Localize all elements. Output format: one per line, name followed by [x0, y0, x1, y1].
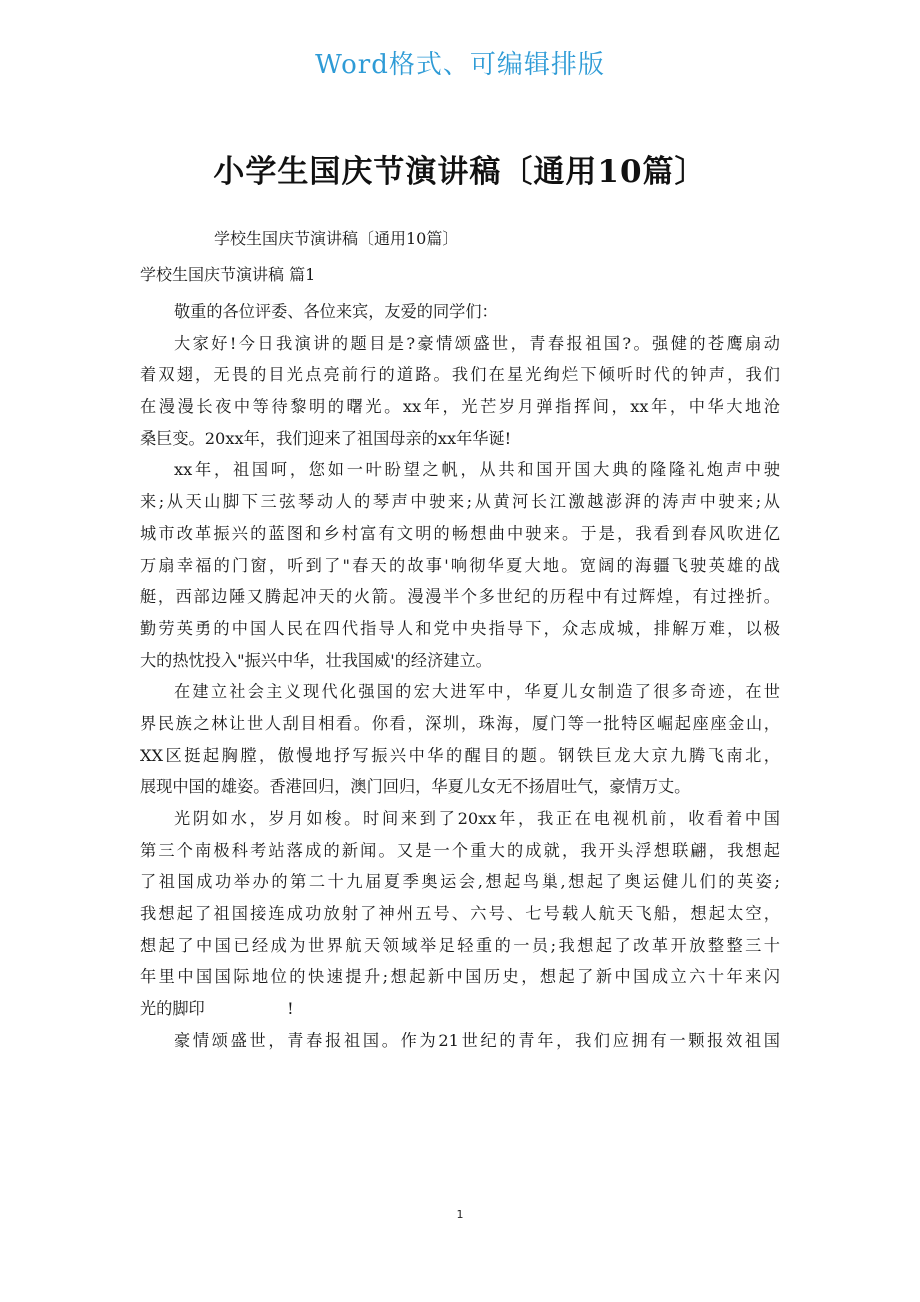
text-line: XX区挺起胸膛，傲慢地抒写振兴中华的醒目的题。钢铁巨龙大京九腾飞南北， [140, 745, 780, 765]
text-line: 豪情颂盛世，青春报祖国。作为21世纪的青年，我们应拥有一颗报效祖国 [174, 1030, 780, 1050]
text-line: 在建立社会主义现代化强国的宏大进军中，华夏儿女制造了很多奇迹，在世 [174, 682, 780, 702]
text-line: 界民族之林让世人刮目相看。你看，深圳，珠海，厦门等一批特区崛起座座金山， [140, 713, 780, 733]
text-line: 万扇幸福的门窗，听到了"春天的故事'响彻华夏大地。宽阔的海疆飞驶英雄的战 [140, 555, 780, 575]
text-line: 展现中国的雄姿。香港回归，澳门回归，华夏儿女无不扬眉吐气，豪情万丈。 [140, 777, 691, 797]
text-line: xx年，祖国呵，您如一叶盼望之帆，从共和国开国大典的隆隆礼炮声中驶 [174, 460, 780, 480]
page-number: 1 [456, 1208, 464, 1221]
word-format-banner: Word格式、可编辑排版 [315, 50, 605, 80]
text-line: 想起了中国已经成为世界航天领域举足轻重的一员;我想起了改革开放整整三十 [140, 935, 780, 955]
document-subtitle: 学校生国庆节演讲稿〔通用10篇〕 [214, 229, 459, 248]
document-title: 小学生国庆节演讲稿〔通用10篇〕 [213, 154, 707, 190]
text-line: 大的热忱投入"振兴中华，壮我国威'的经济建立。 [140, 650, 492, 670]
text-line: 艇，西部边陲又腾起冲天的火箭。漫漫半个多世纪的历程中有过辉煌，有过挫折。 [140, 587, 780, 607]
text-line: 勤劳英勇的中国人民在四代指导人和党中央指导下，众志成城，排解万难，以极 [140, 618, 780, 638]
text-line: 光阴如水，岁月如梭。时间来到了20xx年，我正在电视机前，收看着中国 [174, 809, 780, 828]
text-line: 我想起了祖国接连成功放射了神州五号、六号、七号载人航天飞船，想起太空， [140, 904, 780, 924]
text-line: 在漫漫长夜中等待黎明的曙光。xx年，光芒岁月弹指挥间，xx年，中华大地沧 [140, 397, 780, 417]
text-line: 年里中国国际地位的快速提升;想起新中国历史，想起了新中国成立六十年来闪 [140, 967, 780, 987]
text-line: 光的脚印 ! [140, 999, 294, 1019]
text-line: 第三个南极科考站落成的新闻。又是一个重大的成就，我开头浮想联翩，我想起 [140, 840, 780, 860]
text-line: 城市改革振兴的蓝图和乡村富有文明的畅想曲中驶来。于是，我看到春风吹进亿 [140, 523, 780, 543]
text-line: 来;从天山脚下三弦琴动人的琴声中驶来;从黄河长江激越澎湃的涛声中驶来;从 [140, 492, 780, 512]
greeting-line: 敬重的各位评委、各位来宾，友爱的同学们： [174, 302, 498, 321]
text-line: 桑巨变。20xx年，我们迎来了祖国母亲的xx年华诞! [140, 428, 512, 448]
text-line: 了祖国成功举办的第二十九届夏季奥运会,想起鸟巢,想起了奥运健儿们的英姿; [140, 872, 780, 892]
speech-body [140, 296, 780, 1057]
section-heading: 学校生国庆节演讲稿 篇1 [140, 265, 316, 284]
text-line: 着双翅，无畏的目光点亮前行的道路。我们在星光绚烂下倾听时代的钟声，我们 [140, 365, 780, 385]
text-line: 大家好!今日我演讲的题目是?豪情颂盛世，青春报祖国?。强健的苍鹰扇动 [174, 333, 780, 353]
